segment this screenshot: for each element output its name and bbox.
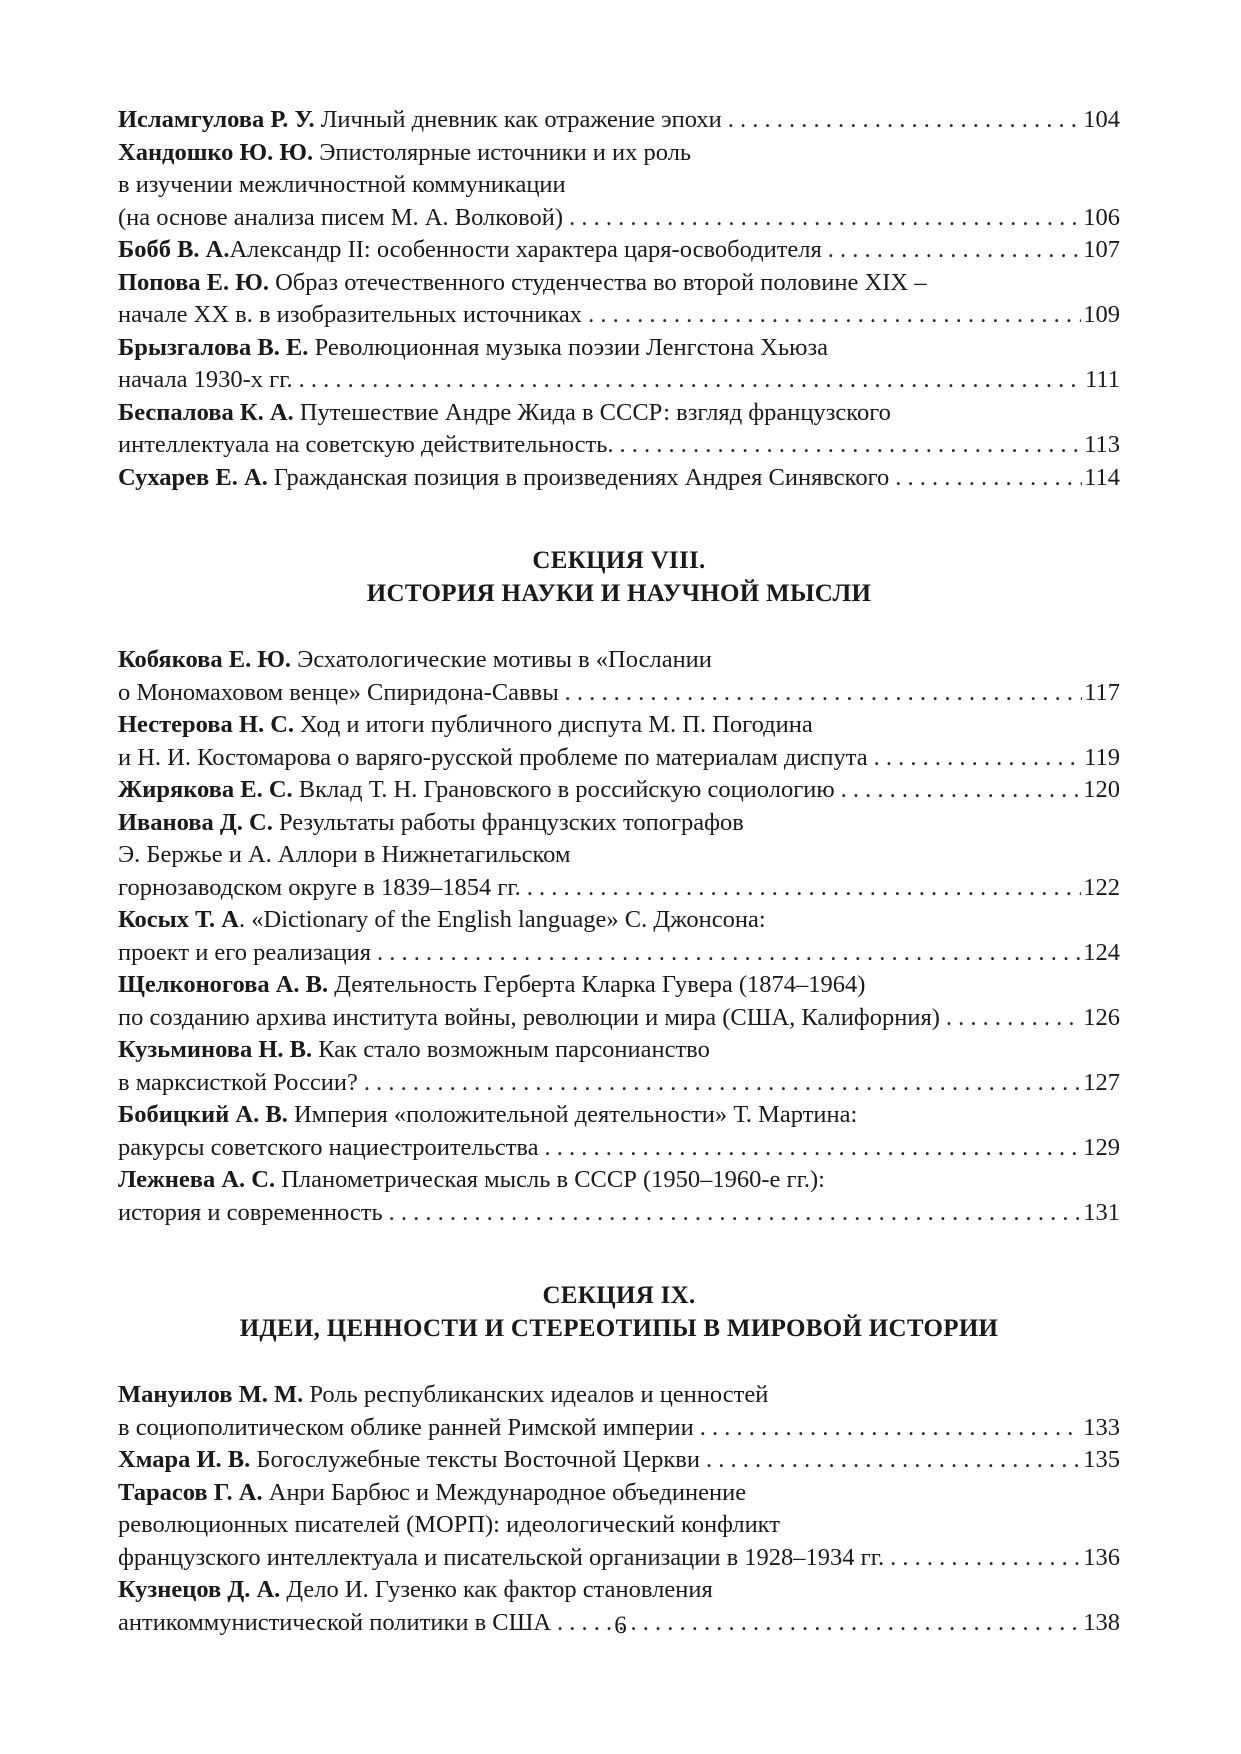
- leader-dots: [588, 299, 1081, 332]
- table-of-contents: [118, 104, 1120, 1639]
- toc-title-line: Империя «положительной деятельности» Т. Мартина:: [293, 1101, 858, 1128]
- toc-author: Брызгалова В. Е.: [118, 333, 309, 361]
- toc-page-number: 120: [1083, 776, 1120, 803]
- toc-entry[interactable]: [118, 104, 1120, 137]
- toc-title-line: Анри Барбюс и Международное объединение: [268, 1478, 747, 1506]
- toc-entry[interactable]: [118, 1164, 1120, 1229]
- toc-title-line: Планометрическая мысль в СССР (1950–1960-е гг.):: [281, 1166, 825, 1193]
- toc-title-line: и Н. И. Костомарова о варяго-русской проблеме по материалам диспута: [118, 743, 868, 771]
- toc-entry-text: [118, 234, 822, 267]
- toc-title-line: горнозаводском округе в 1839–1854 гг.: [118, 873, 521, 901]
- toc-entry-line: [118, 299, 1120, 332]
- toc-entry[interactable]: [118, 1034, 1120, 1099]
- toc-title-line: Как стало возможным парсонианство: [318, 1036, 710, 1063]
- toc-entry-text: [118, 462, 889, 495]
- toc-author: Бобб В. А.: [118, 236, 230, 263]
- leader-dots: [890, 1542, 1081, 1575]
- toc-entry-line: [118, 462, 1120, 495]
- toc-entry-line: [118, 1067, 1120, 1100]
- toc-title-line: Революционная музыка поэзии Ленгстона Хьюза: [314, 333, 829, 361]
- leader-dots: [389, 1197, 1082, 1230]
- toc-title-line: Эсхатологические мотивы в «Послании: [297, 646, 712, 673]
- toc-entry-line: [118, 1099, 1120, 1132]
- toc-title-line: антикоммунистической политики в США: [118, 1608, 552, 1636]
- toc-entry-text: [118, 1099, 857, 1132]
- toc-entry-text: [118, 1379, 768, 1412]
- toc-entry[interactable]: [118, 1379, 1120, 1444]
- leader-dots: [569, 202, 1081, 235]
- toc-entry-line: [118, 1002, 1120, 1035]
- leader-dots: [728, 104, 1082, 137]
- toc-page-number: 111: [1085, 366, 1120, 393]
- leader-dots: [706, 1444, 1081, 1477]
- toc-entry-line: [118, 742, 1120, 775]
- toc-entry-text: [118, 169, 566, 202]
- toc-title-line: начале XX в. в изобразительных источниках: [118, 301, 583, 328]
- toc-author: Щелконогова А. В.: [118, 971, 329, 998]
- toc-title-line: Э. Бержье и А. Аллори в Нижнетагильском: [118, 841, 571, 868]
- toc-title-line: по созданию архива института войны, революции и мира (США, Калифорния): [118, 1003, 940, 1031]
- toc-entry-text: [118, 137, 691, 170]
- section-title: СЕКЦИЯ IX.: [542, 1282, 696, 1309]
- toc-entry-text: [118, 1574, 713, 1607]
- toc-entry[interactable]: [118, 774, 1120, 807]
- toc-entry-line: [118, 234, 1120, 267]
- toc-entry-text: [118, 677, 559, 710]
- toc-author: Сухарев Е. А.: [118, 463, 268, 491]
- toc-entry-text: [118, 267, 926, 300]
- toc-entry-line: [118, 267, 1120, 300]
- toc-entry[interactable]: [118, 267, 1120, 332]
- leader-dots: [946, 1002, 1081, 1035]
- toc-entry-line: [118, 429, 1120, 462]
- toc-title-line: Деятельность Герберта Кларка Гувера (1874–1964): [334, 971, 866, 998]
- toc-title-line: в марксисткой России?: [118, 1068, 358, 1096]
- toc-entry-line: [118, 202, 1120, 235]
- section-subtitle: ИДЕИ, ЦЕННОСТИ И СТЕРЕОТИПЫ В МИРОВОЙ ИСТОРИИ: [239, 1315, 999, 1342]
- toc-entry-text: [118, 299, 582, 332]
- toc-author: Хмара И. В.: [118, 1446, 251, 1473]
- toc-page-number: 122: [1083, 873, 1120, 901]
- toc-author: Кузнецов Д. А.: [118, 1576, 281, 1603]
- leader-dots: [364, 1067, 1081, 1100]
- toc-entry[interactable]: [118, 1099, 1120, 1164]
- section-heading: [118, 1279, 1120, 1345]
- toc-title-line: Личный дневник как отражение эпохи: [320, 106, 722, 133]
- leader-dots: [895, 462, 1082, 495]
- toc-page-number: 119: [1084, 743, 1120, 771]
- toc-entry-line: [118, 969, 1120, 1002]
- toc-title-line: Результаты работы французских топографов: [278, 808, 744, 836]
- page-number: 6: [614, 1612, 627, 1639]
- toc-title-line: о Мономаховом венце» Спиридона-Саввы: [118, 678, 559, 706]
- toc-author: Хандошко Ю. Ю.: [118, 138, 314, 166]
- toc-entry-line: [118, 1542, 1120, 1575]
- toc-title-line: интеллектуала на советскую действительность.: [118, 431, 614, 458]
- toc-entry-text: [118, 429, 614, 462]
- toc-title-line: Ход и итоги публичного диспута М. П. Погодина: [300, 711, 813, 738]
- toc-page-number: 131: [1083, 1198, 1120, 1226]
- toc-entry[interactable]: [118, 462, 1120, 495]
- toc-entry-text: [118, 1509, 780, 1542]
- leader-dots: [620, 429, 1083, 462]
- toc-entry-line: [118, 1412, 1120, 1445]
- toc-page-number: 127: [1083, 1068, 1120, 1096]
- toc-page-number: 138: [1083, 1608, 1120, 1636]
- toc-entry-line: [118, 1379, 1120, 1412]
- toc-entry-line: [118, 807, 1120, 840]
- toc-entry[interactable]: [118, 807, 1120, 905]
- section-subtitle: ИСТОРИЯ НАУКИ И НАУЧНОЙ МЫСЛИ: [366, 580, 872, 607]
- toc-entry-text: [118, 839, 570, 872]
- toc-title-line: Образ отечественного студенчества во второй половине XIX –: [275, 268, 927, 296]
- leader-dots: [527, 872, 1081, 905]
- toc-page-number: 124: [1083, 938, 1120, 966]
- leader-dots: [828, 234, 1081, 267]
- toc-page-number: 107: [1083, 236, 1120, 263]
- toc-title-line: (на основе анализа писем М. А. Волковой): [118, 203, 564, 231]
- toc-title-line: Роль республиканских идеалов и ценностей: [309, 1381, 769, 1408]
- toc-entry-text: [118, 1444, 700, 1477]
- toc-title-line: Александр II: особенности характера царя-освободителя: [229, 236, 822, 263]
- toc-title-line: французского интеллектуала и писательской организации в 1928–1934 гг.: [118, 1543, 885, 1571]
- toc-entry-text: [118, 774, 835, 807]
- toc-page-number: 117: [1084, 678, 1120, 706]
- leader-dots: [377, 937, 1081, 970]
- toc-entry-line: [118, 1444, 1120, 1477]
- toc-entry-text: [118, 1034, 710, 1067]
- toc-author: Лежнева А. С.: [118, 1166, 276, 1193]
- toc-entry-text: [118, 1197, 383, 1230]
- toc-entry-line: [118, 364, 1120, 397]
- toc-entry-line: [118, 332, 1120, 365]
- toc-title-line: Вклад Т. Н. Грановского в российскую социологию: [298, 776, 835, 803]
- toc-entry[interactable]: [118, 137, 1120, 235]
- toc-entry[interactable]: [118, 969, 1120, 1034]
- toc-author: Косых Т. А: [118, 906, 240, 933]
- toc-author: Исламгулова Р. У.: [118, 106, 315, 133]
- toc-entry-text: [118, 1067, 358, 1100]
- toc-entry-text: [118, 937, 371, 970]
- toc-page-number: 114: [1084, 463, 1120, 491]
- toc-author: Беспалова К. А.: [118, 398, 294, 426]
- toc-entry-line: [118, 1164, 1120, 1197]
- toc-title-line: проект и его реализация: [118, 938, 372, 966]
- toc-entry-text: [118, 969, 865, 1002]
- toc-entry-text: [118, 364, 293, 397]
- toc-title-line: Дело И. Гузенко как фактор становления: [286, 1576, 713, 1603]
- toc-entry-line: [118, 1034, 1120, 1067]
- toc-entry-line: [118, 1574, 1120, 1607]
- section-title: СЕКЦИЯ VIII.: [532, 547, 706, 574]
- toc-entry-text: [118, 1412, 694, 1445]
- toc-entry-line: [118, 839, 1120, 872]
- toc-title-line: ракурсы советского нациестроительства: [118, 1133, 539, 1161]
- leader-dots: [299, 364, 1083, 397]
- toc-title-line: Гражданская позиция в произведениях Андрея Синявского: [273, 463, 890, 491]
- toc-page-number: 126: [1083, 1003, 1120, 1031]
- leader-dots: [545, 1132, 1082, 1165]
- toc-title-line: в социополитическом облике ранней Римской империи: [118, 1413, 694, 1441]
- toc-entry[interactable]: [118, 644, 1120, 709]
- toc-entry-line: [118, 904, 1120, 937]
- toc-entry[interactable]: [118, 1477, 1120, 1575]
- toc-entry-line: [118, 644, 1120, 677]
- leader-dots: [841, 774, 1082, 807]
- toc-title-line: Эпистолярные источники и их роль: [319, 138, 692, 166]
- toc-entry-line: [118, 1197, 1120, 1230]
- toc-page-number: 135: [1083, 1446, 1120, 1473]
- toc-entry-line: [118, 1477, 1120, 1510]
- toc-entry-text: [118, 742, 868, 775]
- toc-title-line: революционных писателей (МОРП): идеологический конфликт: [118, 1511, 780, 1538]
- toc-page-number: 113: [1084, 431, 1120, 458]
- toc-author: Попова Е. Ю.: [118, 268, 269, 296]
- toc-entry-line: [118, 872, 1120, 905]
- toc-entry-text: [118, 104, 722, 137]
- toc-entry-line: [118, 137, 1120, 170]
- toc-title-line: начала 1930-х гг.: [118, 366, 293, 393]
- toc-title-line: Богослужебные тексты Восточной Церкви: [256, 1446, 700, 1473]
- toc-entry-line: [118, 397, 1120, 430]
- toc-author: Иванова Д. С.: [118, 808, 273, 836]
- toc-entry-text: [118, 1132, 539, 1165]
- toc-entry-text: [118, 872, 521, 905]
- toc-entry[interactable]: [118, 332, 1120, 397]
- toc-author: Нестерова Н. С.: [118, 711, 295, 738]
- toc-entry[interactable]: [118, 709, 1120, 774]
- toc-title-line: в изучении межличностной коммуникации: [118, 171, 566, 198]
- toc-entry-line: [118, 169, 1120, 202]
- toc-entry-text: [118, 1477, 746, 1510]
- toc-entry-text: [118, 904, 766, 937]
- toc-page-number: 133: [1083, 1413, 1120, 1441]
- toc-author: Кузьминова Н. В.: [118, 1036, 313, 1063]
- toc-entry-text: [118, 397, 891, 430]
- toc-entry[interactable]: [118, 1444, 1120, 1477]
- section-heading: [118, 544, 1120, 610]
- toc-entry-line: [118, 677, 1120, 710]
- toc-author: Тарасов Г. А.: [118, 1478, 263, 1506]
- toc-entry-line: [118, 774, 1120, 807]
- toc-page-number: 109: [1083, 301, 1120, 328]
- toc-entry[interactable]: [118, 234, 1120, 267]
- toc-title-line: история и современность: [118, 1198, 383, 1226]
- toc-entry-text: [118, 1542, 884, 1575]
- toc-entry-line: [118, 1509, 1120, 1542]
- leader-dots: [874, 742, 1083, 775]
- toc-title-line: . «Dictionary of the English language» С. Джонсона:: [239, 906, 766, 933]
- leader-dots: [700, 1412, 1081, 1445]
- toc-entry-text: [118, 332, 828, 365]
- toc-entry-line: [118, 1132, 1120, 1165]
- toc-author: Жирякова Е. С.: [118, 776, 293, 803]
- toc-entry[interactable]: [118, 904, 1120, 969]
- toc-entry-text: [118, 1002, 940, 1035]
- toc-author: Кобякова Е. Ю.: [118, 646, 292, 673]
- toc-entry-text: [118, 202, 563, 235]
- toc-entry-line: [118, 709, 1120, 742]
- toc-entry-text: [118, 709, 813, 742]
- toc-page-number: 104: [1083, 106, 1120, 133]
- toc-author: Мануилов М. М.: [118, 1381, 304, 1408]
- toc-title-line: Путешествие Андре Жида в СССР: взгляд французского: [299, 398, 891, 426]
- toc-entry[interactable]: [118, 397, 1120, 462]
- toc-entry-text: [118, 807, 744, 840]
- toc-entry-text: [118, 1164, 825, 1197]
- toc-page-number: 136: [1083, 1543, 1120, 1571]
- toc-page-number: 129: [1083, 1133, 1120, 1161]
- toc-author: Бобицкий А. В.: [118, 1101, 288, 1128]
- toc-entry-line: [118, 104, 1120, 137]
- toc-page-number: 106: [1083, 203, 1120, 231]
- toc-entry-line: [118, 937, 1120, 970]
- leader-dots: [565, 677, 1083, 710]
- toc-entry-text: [118, 644, 712, 677]
